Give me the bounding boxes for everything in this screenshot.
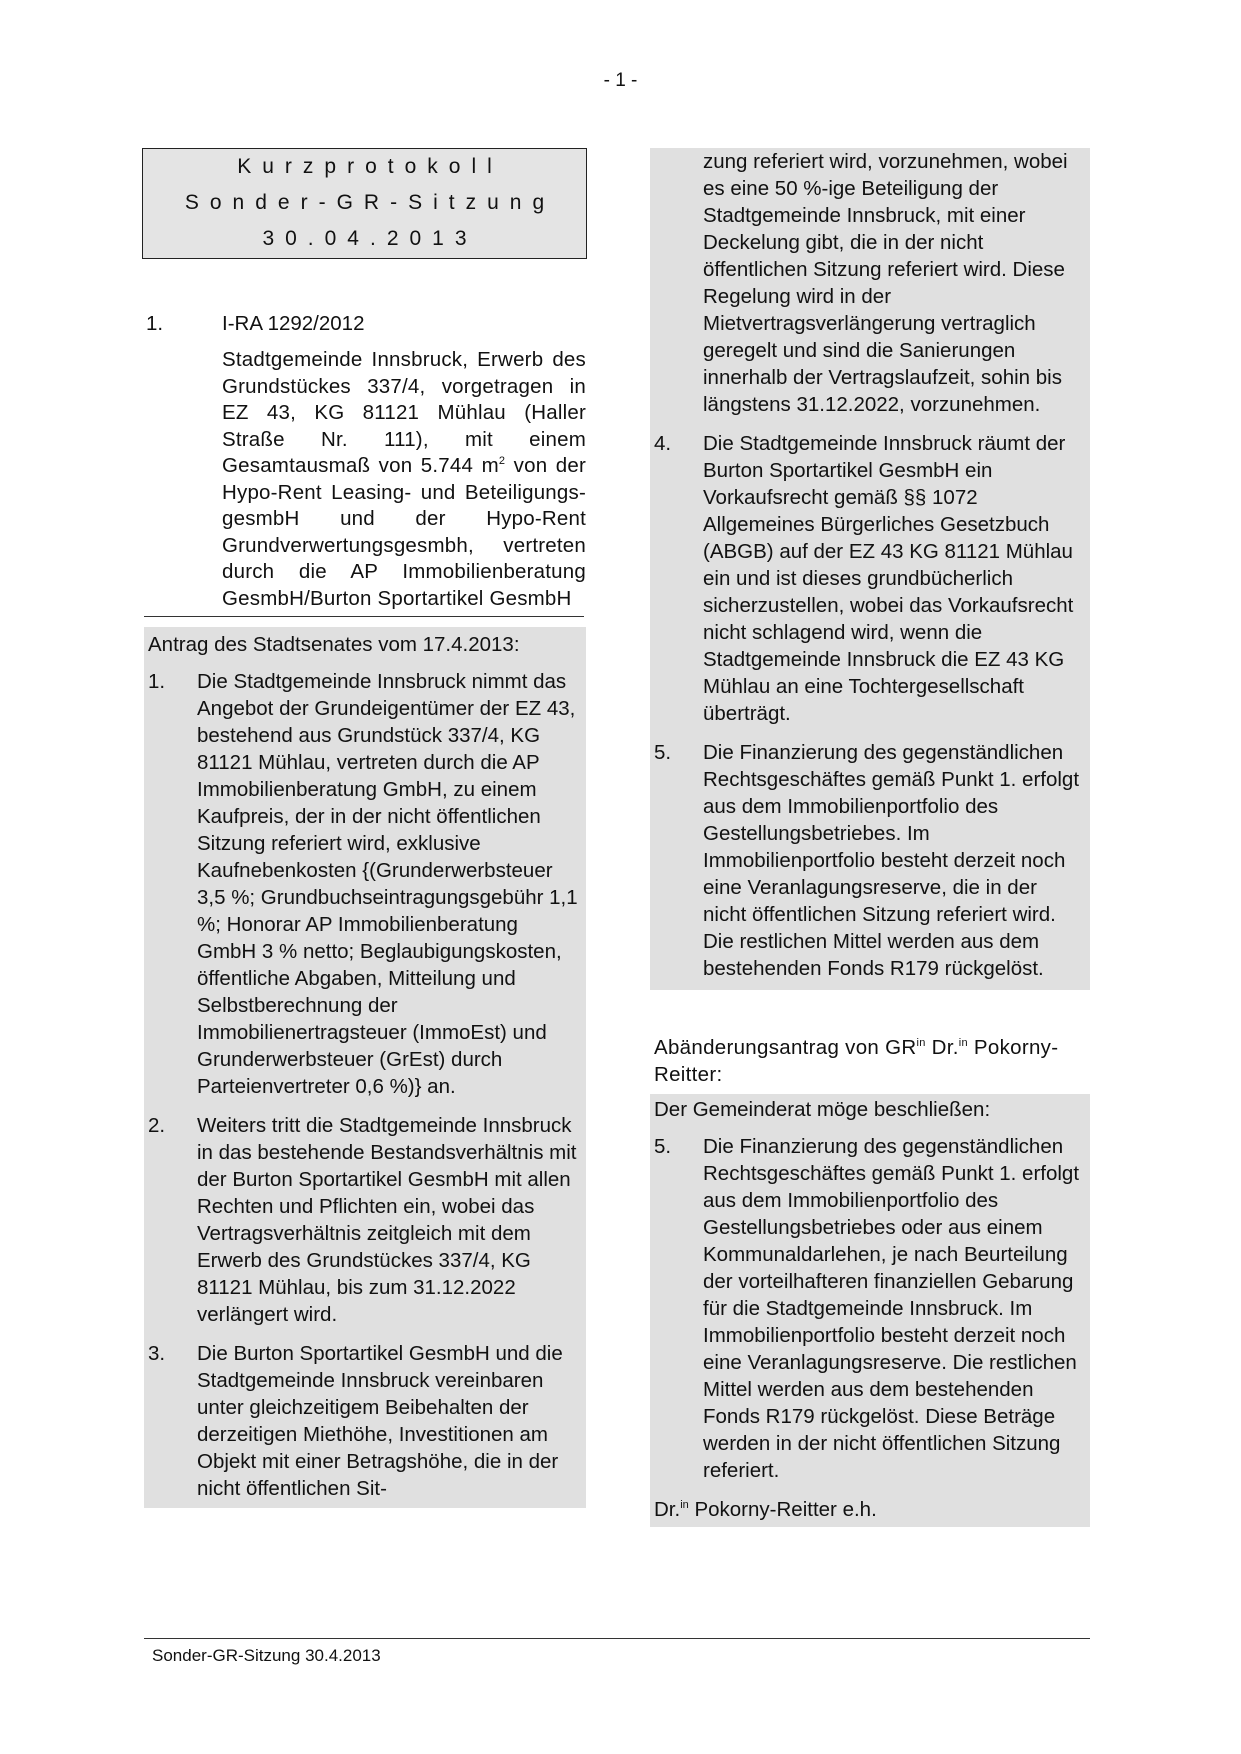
antrag-point — [654, 739, 1084, 982]
signature-text: Dr. — [654, 1498, 681, 1521]
subject-divider — [144, 616, 584, 617]
subject-text-cont: von der Hypo-Rent Leasing- und Beteiligungs-gesmbH und der Hypo-Rent Grundverwertungsgesmbh, vertreten durch die AP Immobilienberatung GesmbH/Burton Sportartikel GesmbH — [222, 454, 586, 610]
antrag-continuation-block — [650, 148, 1090, 990]
point-text: Die Stadtgemeinde Innsbruck nimmt das Angebot der Grundeigentümer der EZ 43, bestehend aus Grundstück 337/4, KG 81121 Mühlau, vertreten durch die AP Immobilienberatung GmbH, zu einem Kaufpreis, der in der nicht öffentlichen Sitzung referiert wird, exklusive Kaufnebenkosten {(Grunderwerbsteuer 3,5 %; Grundbuchseintragungsgebühr 1,1 %; Honorar AP Immobilienberatung GmbH 3 % netto; Beglaubigungskosten, öffentliche Abgaben, Mitteilung und Selbstberechnung der Immobilienertragsteuer (ImmoEst) und Grunderwerbsteuer (GrEst) durch Parteienvertreter 0,6 %)} an. — [197, 670, 578, 1098]
point-3-continuation: zung referiert wird, vorzunehmen, wobei es eine 50 %-ige Beteiligung der Stadtgemeinde Innsbruck, mit einer Deckelung gibt, die in der nicht öffentlichen Sitzung referiert wird. Diese Regelung wird in der Mietvertragsverlängerung vertraglich geregelt und sind die Sanierungen innerhalb der Vertragslaufzeit, sohin bis längstens 31.12.2022, vorzunehmen. — [703, 150, 1068, 416]
point-number: 5. — [654, 1135, 672, 1158]
item-reference: I-RA 1292/2012 — [222, 312, 365, 335]
title-line-2: Sonder-GR-Sitzung — [184, 191, 556, 214]
superscript: in — [916, 1037, 926, 1050]
amendment-title-text: Dr. — [925, 1036, 959, 1059]
item-header — [146, 310, 586, 337]
antrag-point — [654, 430, 1084, 727]
left-column — [146, 310, 586, 1508]
antrag-point — [148, 1340, 580, 1502]
amendment-intro: Der Gemeinderat möge beschließen: — [654, 1098, 991, 1121]
footer-text: Sonder-GR-Sitzung 30.4.2013 — [152, 1646, 381, 1665]
antrag-point — [148, 1112, 580, 1328]
superscript: in — [958, 1037, 968, 1050]
point-number: 5. — [654, 741, 672, 764]
point-number: 1. — [148, 670, 166, 693]
title-line-1: Kurzprotokoll — [237, 155, 503, 178]
antrag-point — [148, 668, 580, 1100]
antrag-block — [144, 627, 586, 1508]
signature-text: Pokorny-Reitter e.h. — [688, 1498, 877, 1521]
amendment-block — [650, 1094, 1090, 1527]
point-text: Die Finanzierung des gegenständlichen Rechtsgeschäftes gemäß Punkt 1. erfolgt aus dem Immobilienportfolio des Gestellungsbetriebes oder aus einem Kommunaldarlehen, je nach Beurteilung der vorteilhafteren finanziellen Gebarung für die Stadtgemeinde Innsbruck. Im Immobilienportfolio besteht derzeit noch eine Veranlagungsreserve. Die restlichen Mittel werden aus dem bestehenden Fonds R179 rückgelöst. Diese Beträge werden in der nicht öffentlichen Sitzung referiert. — [703, 1135, 1080, 1482]
footer-divider — [144, 1638, 1090, 1639]
amendment-title-text: Abänderungsantrag von GR — [654, 1036, 917, 1059]
item-subject — [222, 347, 586, 612]
title-box — [142, 148, 587, 259]
point-text: Die Finanzierung des gegenständlichen Rechtsgeschäftes gemäß Punkt 1. erfolgt aus dem Immobilienportfolio des Gestellungsbetriebes. Im Immobilienportfolio besteht derzeit noch eine Veranlagungsreserve, die in der nicht öffentlichen Sitzung referiert wird. Die restlichen Mittel werden aus dem bestehenden Fonds R179 rückgelöst. — [703, 741, 1080, 980]
point-text: Die Burton Sportartikel GesmbH und die Stadtgemeinde Innsbruck vereinbaren unter gleichzeitigem Beibehalten der derzeitigen Miethöhe, Investitionen am Objekt mit einer Betragshöhe, die in der nicht öffentlichen Sit- — [197, 1342, 563, 1500]
superscript: in — [680, 1499, 689, 1512]
subject-superscript: 2 — [498, 455, 506, 468]
title-line-3: 30.04.2013 — [262, 227, 478, 250]
point-text: Weiters tritt die Stadtgemeinde Innsbruck in das bestehende Bestandsverhältnis mit der Burton Sportartikel GesmbH mit allen Rechten und Pflichten ein, wobei das Vertragsverhältnis zeitgleich mit dem Erwerb des Grundstückes 337/4, KG 81121 Mühlau, bis zum 31.12.2022 verlängert wird. — [197, 1114, 577, 1326]
antrag-intro: Antrag des Stadtsenates vom 17.4.2013: — [148, 633, 520, 656]
page-number: - 1 - — [603, 70, 638, 91]
subject-text: Stadtgemeinde Innsbruck, Erwerb des Grundstückes 337/4, vorgetragen in EZ 43, KG 81121 Mühlau (Haller Straße Nr. 111), mit einem Gesamtausmaß von 5.744 m — [222, 348, 586, 477]
amendment-title-text: Pokorny-Reitter: — [654, 1036, 1059, 1086]
point-number: 3. — [148, 1342, 166, 1365]
point-number: 4. — [654, 432, 672, 455]
signature — [654, 1496, 1084, 1523]
point-number: 2. — [148, 1114, 166, 1137]
item-number: 1. — [146, 312, 164, 335]
point-text: Die Stadtgemeinde Innsbruck räumt der Burton Sportartikel GesmbH ein Vorkaufsrecht gemäß §§ 1072 Allgemeines Bürgerliches Gesetzbuch (ABGB) auf der EZ 43 KG 81121 Mühlau ein und ist dieses grundbücherlich sicherzustellen, wobei das Vorkaufsrecht nicht schlagend wird, wenn die Stadtgemeinde Innsbruck die EZ 43 KG Mühlau an eine Tochtergesellschaft überträgt. — [703, 432, 1074, 725]
amendment-point — [654, 1133, 1084, 1484]
right-column — [650, 148, 1090, 1527]
amendment-title — [650, 1034, 1090, 1088]
